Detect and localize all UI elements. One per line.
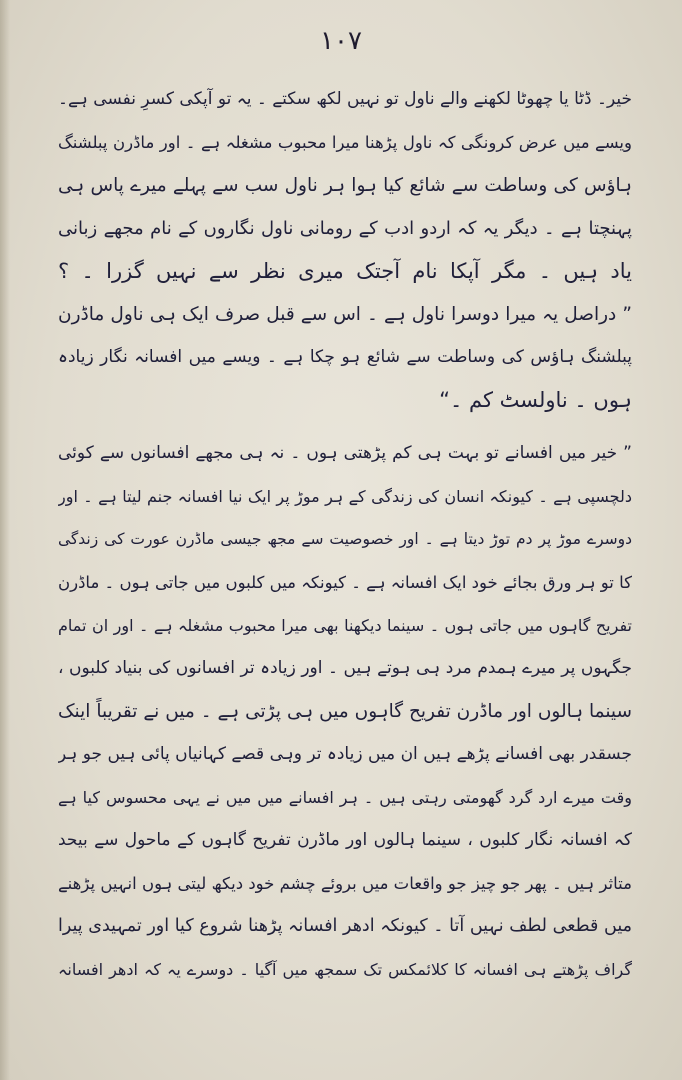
page-edge-shadow [0, 0, 10, 1080]
text-line: متاثر ہیں ۔ پھر جو چیز جو واقعات میں بروئے چشم خود دیکھ لیتی ہوں انہیں پڑھنے [58, 874, 632, 893]
text-line: ہاؤس کی وساطت سے شائع کیا ہوا ہر ناول سب سے پہلے میرے پاس ہی [58, 175, 632, 196]
text-line: پہنچتا ہے ۔ دیگر یہ کہ اردو ادب کے رومانی ناول نگاروں کے نام مجھے زبانی [58, 218, 632, 239]
text-line: ” دراصل یہ میرا دوسرا ناول ہے ۔ اس سے قبل صرف ایک ہی ناول ماڈرن [58, 304, 632, 325]
text-line: وقت میرے ارد گرد گھومتی رہتی ہیں ۔ ہر افسانے میں میں نے یہی محسوس کیا ہے [58, 788, 632, 807]
text-line: ہوں ۔ ناولسٹ کم ۔“ [439, 388, 632, 412]
text-line: تفریح گاہوں میں جاتی ہوں ۔ سینما دیکھنا بھی میرا محبوب مشغلہ ہے ۔ اور ان تمام [58, 616, 632, 635]
text-line: دلچسپی ہے ۔ کیونکہ انسان کی زندگی کے ہر موڑ پر ایک نیا افسانہ جنم لیتا ہے ۔ اور [58, 487, 632, 506]
text-line: میں قطعی لطف نہیں آتا ۔ کیونکہ ادھر افسانہ پڑھنا شروع کیا اور تمہیدی پیرا [58, 916, 632, 936]
body-text [58, 78, 632, 991]
text-line: جگہوں پر میرے ہمدم مرد ہی ہوتے ہیں ۔ اور زیادہ تر افسانوں کی بنیاد کلبوں ، [58, 658, 632, 678]
text-line: جسقدر بھی افسانے پڑھے ہیں ان میں زیادہ تر وہی قصے کہانیاں پائی ہیں جو ہر [58, 744, 632, 764]
text-line: خیر۔ ڈٹا یا چھوٹا لکھنے والے ناول تو نہیں لکھ سکتے ۔ یہ تو آپکی کسرِ نفسی ہے۔ [58, 89, 632, 109]
text-line: سینما ہالوں اور ماڈرن تفریح گاہوں میں ہی پڑتی ہے ۔ میں نے تقریباً اینک [58, 701, 632, 722]
text-line: کہ افسانہ نگار کلبوں ، سینما ہالوں اور ماڈرن تفریح گاہوں کے ماحول سے بیحد [58, 830, 632, 850]
text-line: گراف پڑھتے ہی افسانہ کا کلائمکس تک سمجھ میں آگیا ۔ دوسرے یہ کہ ادھر افسانہ [58, 960, 632, 979]
text-line: ویسے میں عرض کرونگی کہ ناول پڑھنا میرا محبوب مشغلہ ہے ۔ اور ماڈرن پبلشنگ [58, 133, 632, 152]
text-line: ” خیر میں افسانے تو بہت ہی کم پڑھتی ہوں ۔ نہ ہی مجھے افسانوں سے کوئی [58, 443, 632, 463]
text-line: دوسرے موڑ پر دم توڑ دیتا ہے ۔ اور خصوصیت سے مجھ جیسی ماڈرن عورت کی زندگی [58, 530, 632, 548]
page-number: ۱۰۷ [320, 26, 362, 56]
text-line: یاد ہیں ۔ مگر آپکا نام آجتک میری نظر سے نہیں گزرا ۔ ؟ [58, 259, 632, 283]
text-line: کا تو ہر ورق بجائے خود ایک افسانہ ہے ۔ کیونکہ میں کلبوں میں جاتی ہوں ۔ ماڈرن [58, 573, 632, 592]
text-line: پبلشنگ ہاؤس کی وساطت سے شائع ہو چکا ہے ۔ ویسے میں افسانہ نگار زیادہ [58, 347, 632, 367]
